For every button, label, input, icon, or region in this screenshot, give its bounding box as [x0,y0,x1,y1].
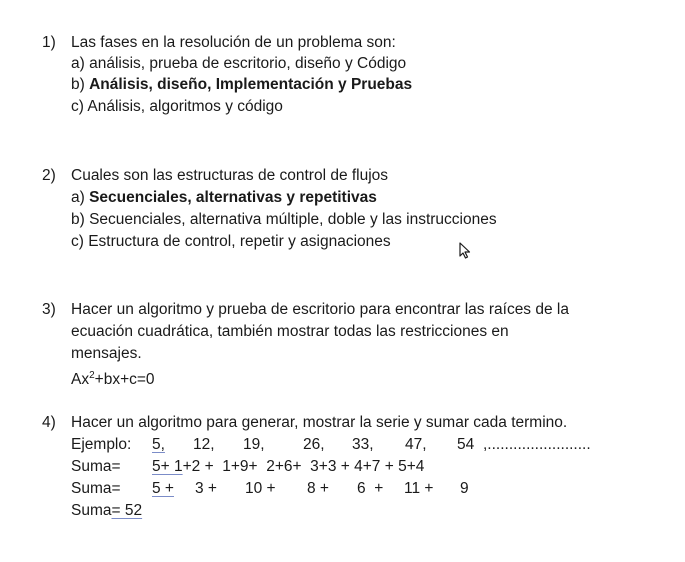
suma-1-label: Suma= [71,458,121,475]
q2-option-c: c) Estructura de control, repetir y asignaciones [71,233,391,250]
suma-2-term: 8 + [307,480,329,497]
suma-3-value: = 52 [111,502,143,519]
q4-example-label: Ejemplo: [71,436,132,453]
q1-text: Las fases en la resolución de un problema son: [71,34,396,51]
suma-2-term: 6 + [357,480,384,497]
series-term: 33, [352,436,374,453]
suma-3-label: Suma [71,502,112,519]
series-term: 19, [243,436,265,453]
suma-2-label: Suma= [71,480,121,497]
q2-option-a-prefix: a) [71,189,90,206]
suma-3 [71,501,142,521]
series-ellipsis: ,........................ [483,436,591,453]
q3-line-3: mensajes. [71,345,142,362]
equation-ax: Ax [71,371,90,389]
q2-option-a-answer: Secuenciales, alternativas y repetitivas [89,189,377,206]
q1-option-b-prefix: b) [71,76,90,93]
equation-rest: +bx+c=0 [94,371,155,389]
q3-line-2: ecuación cuadrática, también mostrar todas las restricciones en [71,323,509,340]
q4-text: Hacer un algoritmo para generar, mostrar la serie y sumar cada termino. [71,414,568,431]
suma-2-term: 9 [460,480,469,497]
series-term: 54 [457,436,475,453]
q1-number: 1) [42,34,56,51]
suma-1-rest: +2 + 1+9+ 2+6+ 3+3 + 4+7 + 5+4 [182,458,425,475]
suma-2-term: 10 + [245,480,276,497]
suma-2-first-term: 5 + [152,480,174,497]
series-term: 26, [303,436,325,453]
series-term: 5, [152,436,165,453]
q1-option-b-answer: Análisis, diseño, Implementación y Pruebas [89,76,413,93]
q1-option-a: a) análisis, prueba de escritorio, diseño y Código [71,55,407,72]
q2-text: Cuales son las estructuras de control de flujos [71,167,389,184]
q1-option-c: c) Análisis, algoritmos y código [71,98,283,115]
q2-option-b: b) Secuenciales, alternativa múltiple, doble y las instrucciones [71,211,497,228]
series-term: 12, [193,436,215,453]
q2-number: 2) [42,167,56,184]
series-term: 47, [405,436,427,453]
suma-2-term: 11 + [404,480,434,497]
q1-option-b [71,75,412,95]
suma-2-term: 3 + [195,480,217,497]
suma-1-expression [152,457,424,477]
q3-number: 3) [42,301,56,318]
suma-1-first-term: 5+ 1 [152,458,183,475]
q3-equation [71,366,155,390]
q4-number: 4) [42,414,56,431]
q2-option-a [71,188,377,208]
q3-line-1: Hacer un algoritmo y prueba de escritorio para encontrar las raíces de la [71,301,569,318]
mouse-pointer-icon [458,241,472,261]
equation-exponent: 2 [89,370,95,381]
